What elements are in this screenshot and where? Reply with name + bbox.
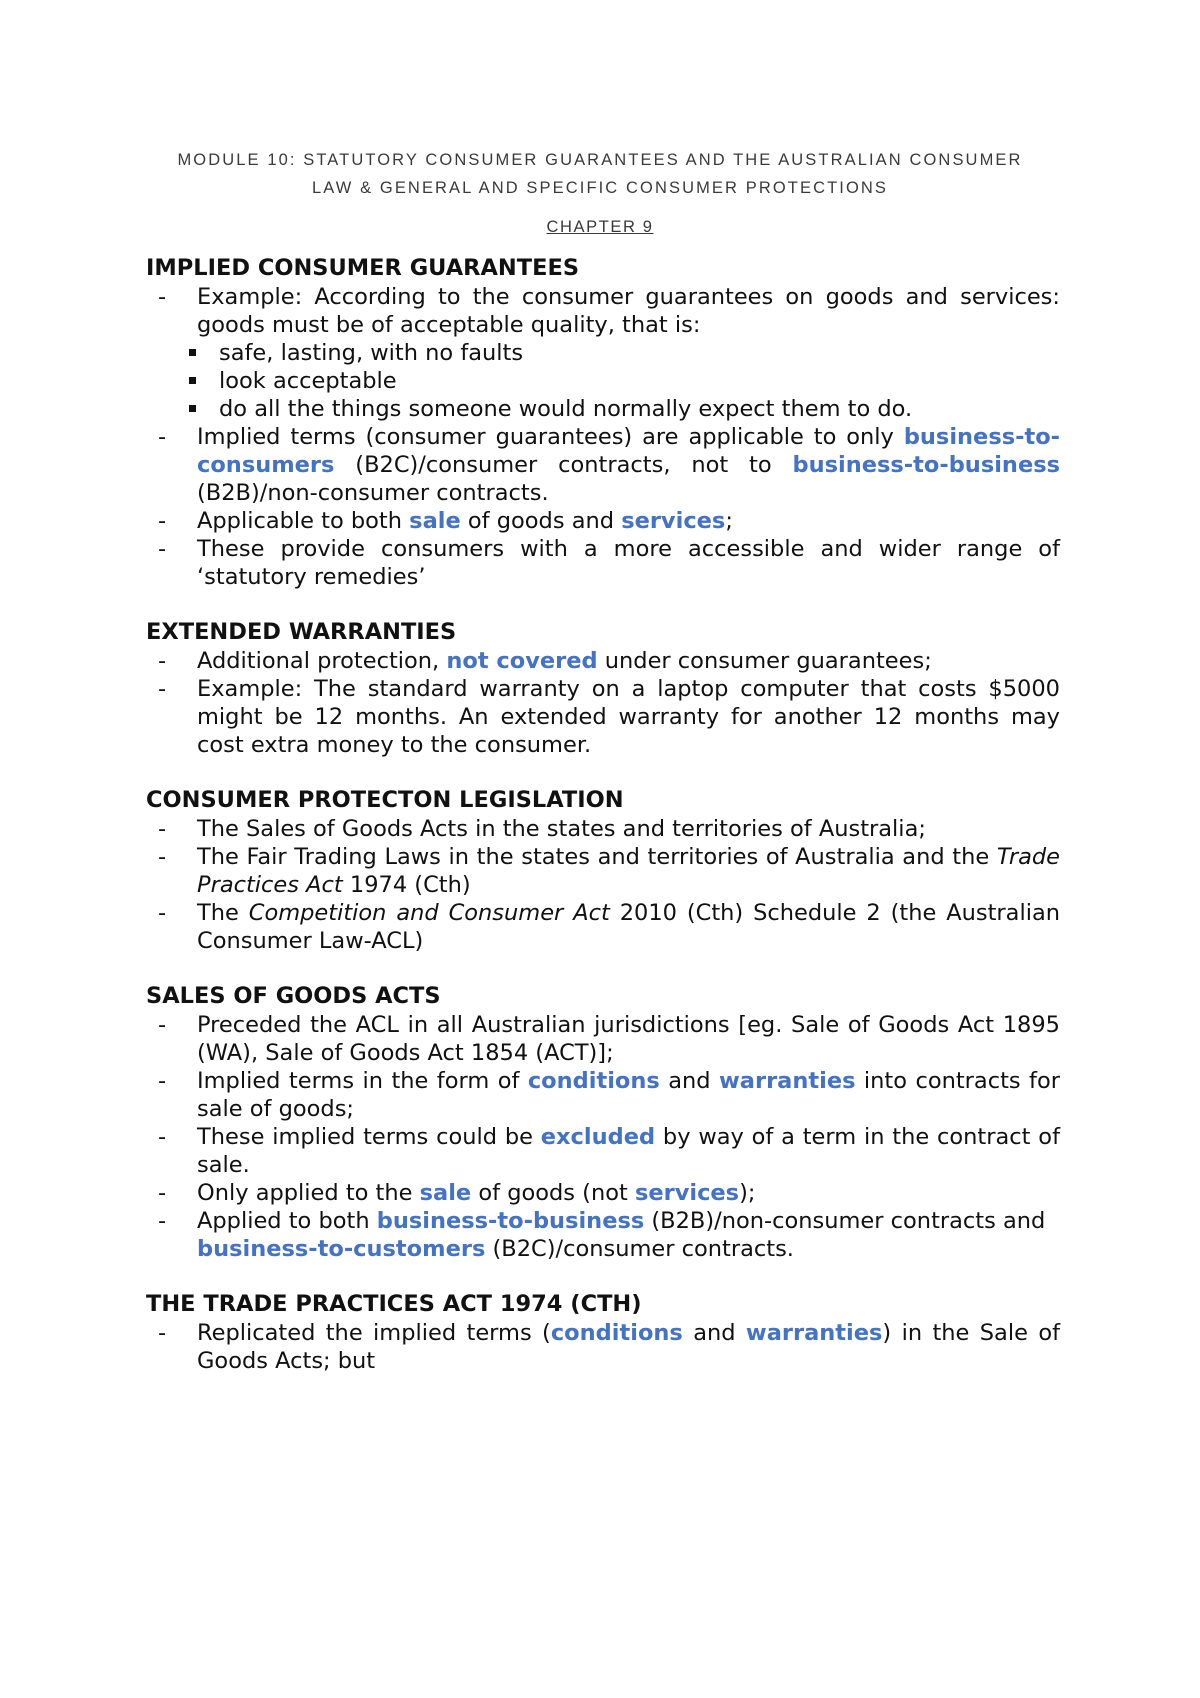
list-item: [146, 1067, 1060, 1123]
keyword-b2b: business-to-business: [792, 452, 1060, 478]
text: of goods (not: [471, 1180, 635, 1206]
list-implied-terms: [146, 423, 1060, 591]
module-title-line-1: MODULE 10: STATUTORY CONSUMER GUARANTEES AND THE AUSTRALIAN CONSUMER: [177, 151, 1023, 169]
text: These implied terms could be: [197, 1124, 541, 1150]
list-implied-consumer-guarantees: [146, 283, 1060, 423]
text: Replicated the implied terms (: [197, 1320, 551, 1346]
list-item: [146, 283, 1060, 423]
keyword-not-covered: not covered: [446, 648, 598, 674]
text: Applied to both: [197, 1208, 377, 1234]
list-item: [146, 899, 1060, 955]
module-title: [150, 146, 1050, 202]
text: The Fair Trading Laws in the states and territories of Australia and the: [197, 844, 997, 870]
keyword-warranties: warranties: [745, 1320, 883, 1346]
keyword-sale: sale: [409, 508, 461, 534]
text: Implied terms in the form of: [197, 1068, 528, 1094]
text: (B2C)/consumer contracts, not to: [334, 452, 793, 478]
list-item: [146, 507, 1060, 535]
text: Applicable to both: [197, 508, 410, 534]
list-item: [146, 1123, 1060, 1179]
list-extended-warranties: [146, 647, 1060, 759]
keyword-conditions: conditions: [550, 1320, 683, 1346]
chapter-label: [150, 218, 1050, 237]
act-title-italic: Trade Practices Act: [197, 844, 1060, 898]
heading-implied-consumer-guarantees: IMPLIED CONSUMER GUARANTEES: [146, 255, 580, 281]
keyword-services: services: [621, 508, 726, 534]
keyword-sale: sale: [419, 1180, 472, 1206]
text: (B2C)/consumer contracts.: [485, 1236, 794, 1262]
heading-trade-practices-act: THE TRADE PRACTICES ACT 1974 (CTH): [146, 1291, 642, 1317]
keyword-b2c: business-to-consumers: [197, 424, 1060, 478]
text: ) in the Sale of Goods Acts; but: [197, 1320, 1061, 1374]
list-trade-practices-act: [146, 1319, 1060, 1375]
text: under consumer guarantees;: [597, 648, 932, 674]
text: Additional protection,: [197, 648, 447, 674]
document-body: [146, 253, 1060, 1375]
keyword-services: services: [634, 1180, 740, 1206]
text: );: [739, 1180, 756, 1206]
text: 2010 (Cth) Schedule 2 (the Australian Consumer Law-ACL): [197, 900, 1061, 954]
list-item: [146, 843, 1060, 899]
text: (B2B)/non-consumer contracts and: [644, 1208, 1046, 1234]
sub-list-item: safe, lasting, with no faults: [197, 339, 1060, 367]
list-item: [146, 1319, 1060, 1375]
text: and: [659, 1068, 719, 1094]
text: by way of a term in the contract of sale.: [197, 1124, 1060, 1178]
module-title-line-2: LAW & GENERAL AND SPECIFIC CONSUMER PROTECTIONS: [311, 179, 889, 197]
list-consumer-protection-legislation: [146, 815, 1060, 955]
sub-list-item: do all the things someone would normally expect them to do.: [197, 395, 1060, 423]
list-item: [146, 1179, 1060, 1207]
act-title-italic: Competition and Consumer Act: [248, 900, 610, 926]
chapter-text: CHAPTER 9: [546, 218, 654, 236]
text: of goods and: [460, 508, 622, 534]
list-item: - Preceded the ACL in all Australian jurisdictions [eg. Sale of Goods Act 1895 (WA), Sale of Goods Act 1854 (ACT)];: [146, 1011, 1060, 1067]
text: ;: [725, 508, 733, 534]
sub-list-item: look acceptable: [197, 367, 1060, 395]
list-item: - The Sales of Goods Acts in the states and territories of Australia;: [146, 815, 1060, 843]
keyword-b2b: business-to-business: [376, 1208, 645, 1234]
bullet-text: Example: According to the consumer guarantees on goods and services: goods must be of acceptable quality, that is:: [197, 284, 1060, 338]
list-item: - Example: The standard warranty on a laptop computer that costs $5000 might be 12 months. An extended warranty for another 12 months may cost extra money to the consumer.: [146, 675, 1060, 759]
list-item: [146, 1207, 1060, 1263]
text: Only applied to the: [197, 1180, 420, 1206]
list-item: [146, 423, 1060, 507]
text: into contracts for sale of goods;: [197, 1068, 1060, 1122]
sub-list: [197, 339, 1060, 423]
list-sales-of-goods-acts: [146, 1011, 1060, 1263]
text: (B2B)/non-consumer contracts.: [197, 480, 549, 506]
keyword-warranties: warranties: [719, 1068, 856, 1094]
text: 1974 (Cth): [342, 872, 471, 898]
keyword-excluded: excluded: [540, 1124, 656, 1150]
text: Implied terms (consumer guarantees) are applicable to only: [197, 424, 904, 450]
text: The: [197, 900, 249, 926]
list-item: - These provide consumers with a more accessible and wider range of ‘statutory remedies’: [146, 535, 1060, 591]
keyword-b2c: business-to-customers: [197, 1236, 486, 1262]
text: and: [682, 1320, 746, 1346]
heading-extended-warranties: EXTENDED WARRANTIES: [146, 619, 457, 645]
heading-sales-of-goods-acts: SALES OF GOODS ACTS: [146, 983, 441, 1009]
heading-consumer-protection-legislation: CONSUMER PROTECTON LEGISLATION: [146, 787, 624, 813]
list-item: [146, 647, 1060, 675]
keyword-conditions: conditions: [527, 1068, 660, 1094]
